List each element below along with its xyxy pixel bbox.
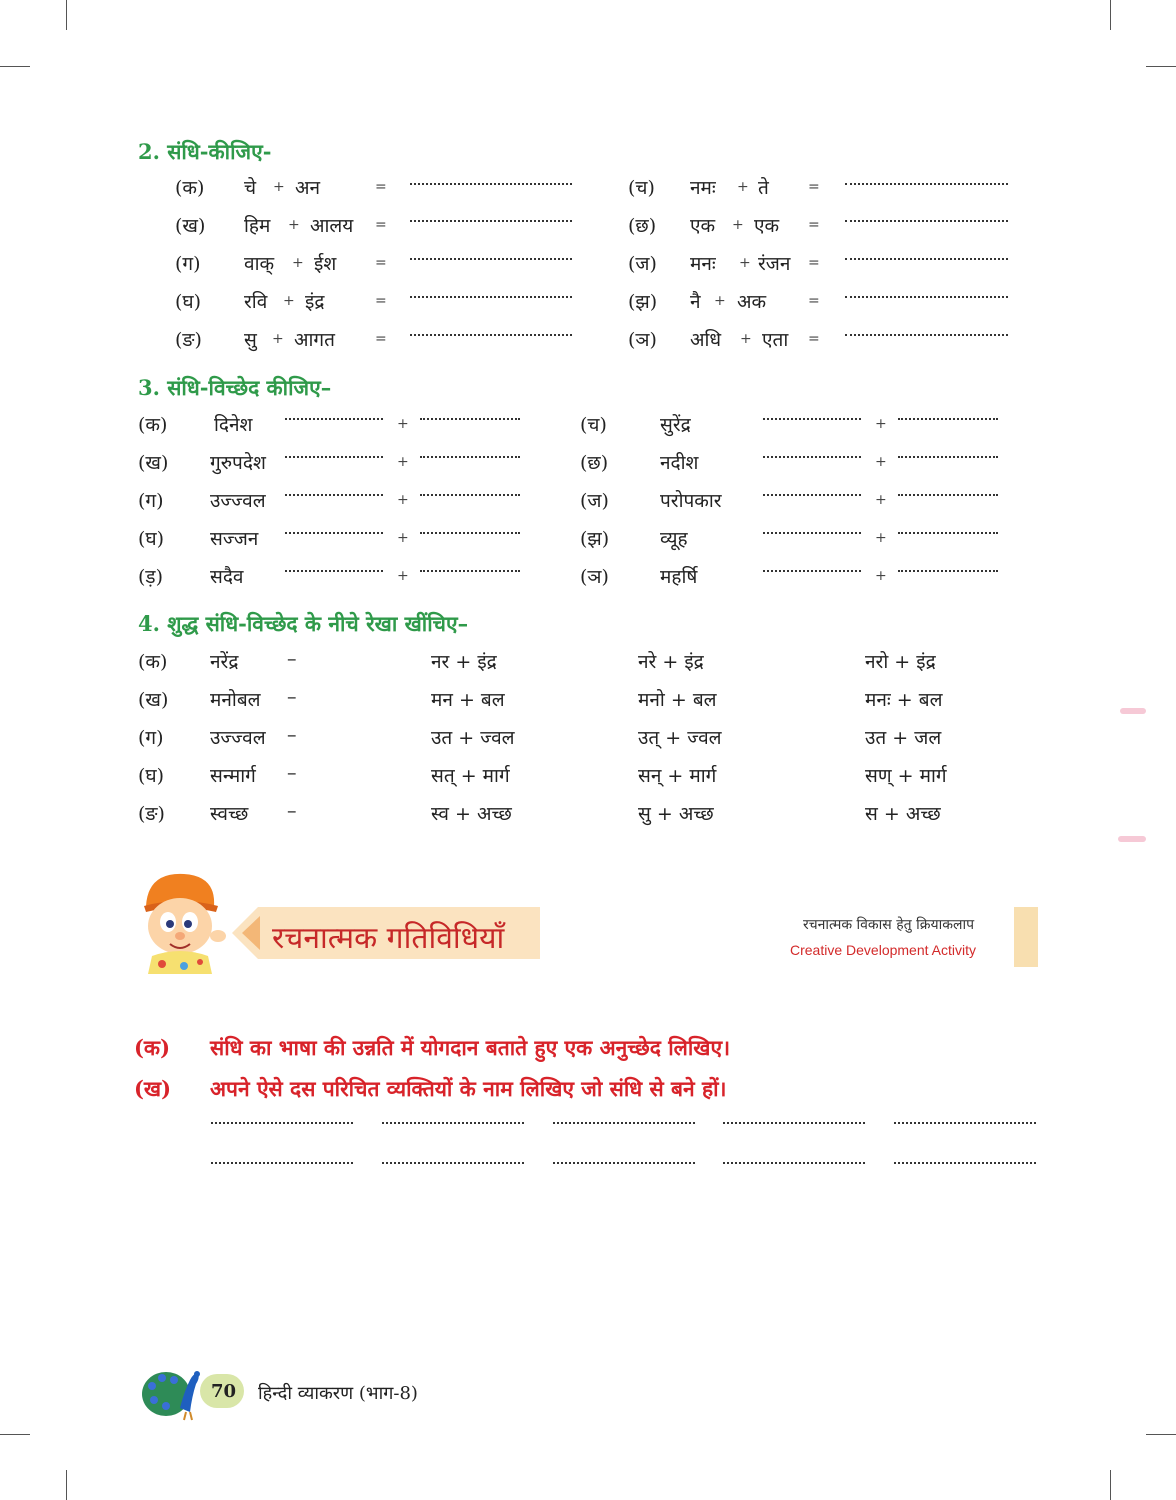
option[interactable]: मनः + बल bbox=[865, 689, 943, 711]
option[interactable]: स्व + अच्छ bbox=[431, 803, 512, 825]
plus-sign: + bbox=[875, 530, 887, 546]
plus-sign: + bbox=[875, 416, 887, 432]
crop-mark bbox=[1146, 1434, 1176, 1435]
answer-blank[interactable] bbox=[723, 1122, 865, 1124]
word: दिनेश bbox=[214, 414, 253, 436]
plus-sign: + bbox=[397, 454, 409, 470]
exercise-label: (घ) bbox=[138, 528, 165, 550]
equals-sign: = bbox=[375, 293, 387, 309]
term-a: चे bbox=[244, 177, 257, 199]
question-text: अपने ऐसे दस परिचित व्यक्तियों के नाम लिखिए जो संधि से बने हों। bbox=[210, 1076, 727, 1101]
plus-sign: + bbox=[875, 492, 887, 508]
plus-sign: + bbox=[292, 255, 304, 271]
answer-blank[interactable] bbox=[553, 1162, 695, 1164]
answer-blank[interactable] bbox=[420, 570, 520, 572]
answer-blank[interactable] bbox=[845, 258, 1008, 260]
activity-banner bbox=[232, 907, 540, 959]
crop-mark bbox=[1110, 0, 1111, 30]
dash: – bbox=[287, 800, 297, 822]
word: सन्मार्ग bbox=[210, 765, 256, 787]
plus-sign: + bbox=[397, 416, 409, 432]
crop-mark bbox=[66, 1470, 67, 1500]
answer-blank[interactable] bbox=[894, 1122, 1036, 1124]
exercise-label: (ख) bbox=[138, 452, 169, 474]
answer-blank[interactable] bbox=[285, 456, 383, 458]
word: उज्ज्वल bbox=[210, 727, 266, 749]
option[interactable]: सन् + मार्ग bbox=[638, 765, 717, 787]
exercise-label: (ज) bbox=[628, 253, 657, 275]
exercise-label: (झ) bbox=[580, 528, 610, 550]
question-text: संधि का भाषा की उन्नति में योगदान बताते हुए एक अनुच्छेद लिखिए। bbox=[210, 1035, 731, 1060]
boy-mascot-icon bbox=[132, 866, 228, 974]
term-b: अक bbox=[737, 291, 767, 313]
term-b: एता bbox=[762, 329, 789, 351]
term-b: रंजन bbox=[758, 253, 791, 275]
equals-sign: = bbox=[375, 179, 387, 195]
answer-blank[interactable] bbox=[285, 494, 383, 496]
equals-sign: = bbox=[808, 255, 820, 271]
word: गुरुपदेश bbox=[210, 452, 266, 474]
equals-sign: = bbox=[375, 217, 387, 233]
answer-blank[interactable] bbox=[845, 220, 1008, 222]
answer-blank[interactable] bbox=[420, 532, 520, 534]
word: नरेंद्र bbox=[210, 651, 239, 673]
option[interactable]: मनो + बल bbox=[638, 689, 717, 711]
section-2-heading: 2. संधि-कीजिए- bbox=[138, 139, 272, 164]
answer-blank[interactable] bbox=[410, 334, 572, 336]
activity-subtitle-english: Creative Development Activity bbox=[790, 942, 976, 958]
book-title: हिन्दी व्याकरण (भाग-8) bbox=[258, 1383, 418, 1404]
answer-blank[interactable] bbox=[382, 1122, 524, 1124]
term-b: आगत bbox=[294, 329, 335, 351]
exercise-label: (छ) bbox=[580, 452, 609, 474]
exercise-label: (ग) bbox=[138, 727, 164, 749]
term-b: एक bbox=[754, 215, 780, 237]
question-label: (क) bbox=[134, 1035, 170, 1060]
activity-banner-title: रचनात्मक गतिविधियाँ bbox=[272, 921, 505, 956]
exercise-label: (ञ) bbox=[580, 566, 609, 588]
equals-sign: = bbox=[375, 331, 387, 347]
answer-blank[interactable] bbox=[285, 532, 383, 534]
answer-blank[interactable] bbox=[845, 296, 1008, 298]
answer-blank[interactable] bbox=[410, 296, 572, 298]
answer-blank[interactable] bbox=[845, 183, 1008, 185]
option[interactable]: सण् + मार्ग bbox=[865, 765, 947, 787]
word: नदीश bbox=[660, 452, 699, 474]
crop-mark bbox=[1146, 66, 1176, 67]
answer-blank[interactable] bbox=[382, 1162, 524, 1164]
answer-blank[interactable] bbox=[894, 1162, 1036, 1164]
plus-sign: + bbox=[875, 568, 887, 584]
page-number: 70 bbox=[211, 1381, 237, 1402]
answer-blank[interactable] bbox=[420, 456, 520, 458]
exercise-label: (क) bbox=[138, 651, 168, 673]
answer-blank[interactable] bbox=[763, 456, 861, 458]
plus-sign: + bbox=[737, 179, 749, 195]
exercise-label: (घ) bbox=[175, 291, 202, 313]
word: स्वच्छ bbox=[210, 803, 249, 825]
exercise-label: (ञ) bbox=[628, 329, 657, 351]
answer-blank[interactable] bbox=[763, 570, 861, 572]
option[interactable]: सु + अच्छ bbox=[638, 803, 714, 825]
term-a: एक bbox=[690, 215, 716, 237]
subtitle-accent-bar bbox=[1014, 907, 1038, 967]
exercise-label: (च) bbox=[580, 414, 607, 436]
exercise-label: (ङ) bbox=[138, 803, 165, 825]
word: सुरेंद्र bbox=[660, 414, 691, 436]
answer-blank[interactable] bbox=[420, 494, 520, 496]
word: उज्ज्वल bbox=[210, 490, 266, 512]
equals-sign: = bbox=[808, 179, 820, 195]
dash: – bbox=[287, 724, 297, 746]
option[interactable]: सत् + मार्ग bbox=[431, 765, 510, 787]
exercise-label: (ग) bbox=[175, 253, 201, 275]
dash: – bbox=[287, 648, 297, 670]
exercise-label: (छ) bbox=[628, 215, 657, 237]
option[interactable]: नर + इंद्र bbox=[431, 651, 497, 673]
activity-subtitle-hindi: रचनात्मक विकास हेतु क्रियाकलाप bbox=[803, 917, 975, 933]
crop-mark bbox=[0, 66, 30, 67]
plus-sign: + bbox=[740, 331, 752, 347]
dash: – bbox=[287, 762, 297, 784]
section-4-heading: 4. शुद्ध संधि-विच्छेद के नीचे रेखा खींचिए– bbox=[138, 611, 469, 636]
exercise-label: (क) bbox=[138, 414, 168, 436]
section-3-heading: 3. संधि-विच्छेद कीजिए– bbox=[138, 375, 332, 400]
exercise-label: (ज) bbox=[580, 490, 609, 512]
word: सज्जन bbox=[210, 528, 259, 550]
term-a: रवि bbox=[244, 291, 268, 313]
term-b: अन bbox=[295, 177, 321, 199]
option[interactable]: मन + बल bbox=[431, 689, 505, 711]
crop-mark bbox=[1110, 1470, 1111, 1500]
crop-mark bbox=[0, 1434, 30, 1435]
plus-sign: + bbox=[288, 217, 300, 233]
option[interactable]: स + अच्छ bbox=[865, 803, 941, 825]
plus-sign: + bbox=[273, 179, 285, 195]
term-a: वाक् bbox=[244, 253, 275, 275]
crop-mark bbox=[66, 0, 67, 30]
exercise-label: (झ) bbox=[628, 291, 658, 313]
word: महर्षि bbox=[660, 566, 698, 588]
equals-sign: = bbox=[808, 293, 820, 309]
term-a: सु bbox=[244, 329, 257, 351]
option[interactable]: उत् + ज्वल bbox=[638, 727, 722, 749]
answer-blank[interactable] bbox=[285, 570, 383, 572]
option[interactable]: उत + जल bbox=[865, 727, 942, 749]
answer-blank[interactable] bbox=[763, 532, 861, 534]
plus-sign: + bbox=[397, 492, 409, 508]
question-label: (ख) bbox=[134, 1076, 172, 1101]
answer-blank[interactable] bbox=[845, 334, 1008, 336]
term-a: अधि bbox=[690, 329, 722, 351]
plus-sign: + bbox=[397, 568, 409, 584]
answer-blank[interactable] bbox=[763, 418, 861, 420]
answer-blank[interactable] bbox=[410, 220, 572, 222]
plus-sign: + bbox=[272, 331, 284, 347]
equals-sign: = bbox=[808, 217, 820, 233]
term-b: इंद्र bbox=[305, 291, 325, 313]
margin-mark bbox=[1118, 836, 1146, 842]
word: परोपकार bbox=[660, 490, 722, 512]
exercise-label: (ड़) bbox=[138, 566, 163, 588]
term-a: मनः bbox=[690, 253, 716, 275]
word: मनोबल bbox=[210, 689, 261, 711]
answer-blank[interactable] bbox=[723, 1162, 865, 1164]
exercise-label: (ग) bbox=[138, 490, 164, 512]
plus-sign: + bbox=[739, 255, 751, 271]
answer-blank[interactable] bbox=[898, 456, 998, 458]
word: व्यूह bbox=[660, 528, 688, 550]
answer-blank[interactable] bbox=[410, 258, 572, 260]
equals-sign: = bbox=[808, 331, 820, 347]
exercise-label: (ख) bbox=[138, 689, 169, 711]
exercise-label: (च) bbox=[628, 177, 655, 199]
term-b: ते bbox=[758, 177, 769, 199]
plus-sign: + bbox=[875, 454, 887, 470]
term-b: ईश bbox=[314, 253, 337, 275]
answer-blank[interactable] bbox=[898, 494, 998, 496]
answer-blank[interactable] bbox=[763, 494, 861, 496]
exercise-label: (ख) bbox=[175, 215, 206, 237]
margin-mark bbox=[1120, 708, 1146, 714]
option[interactable]: नरो + इंद्र bbox=[865, 651, 936, 673]
term-a: हिम bbox=[244, 215, 271, 237]
exercise-label: (ङ) bbox=[175, 329, 202, 351]
plus-sign: + bbox=[283, 293, 295, 309]
dash: – bbox=[287, 686, 297, 708]
term-a: नै bbox=[690, 291, 701, 313]
answer-blank[interactable] bbox=[211, 1162, 353, 1164]
option[interactable]: नरे + इंद्र bbox=[638, 651, 704, 673]
peacock-icon bbox=[140, 1362, 208, 1422]
answer-blank[interactable] bbox=[898, 570, 998, 572]
plus-sign: + bbox=[397, 530, 409, 546]
exercise-label: (घ) bbox=[138, 765, 165, 787]
answer-blank[interactable] bbox=[420, 418, 520, 420]
term-a: नमः bbox=[690, 177, 716, 199]
word: सदैव bbox=[210, 566, 244, 588]
answer-blank[interactable] bbox=[553, 1122, 695, 1124]
term-b: आलय bbox=[310, 215, 354, 237]
answer-blank[interactable] bbox=[898, 532, 998, 534]
option[interactable]: उत + ज्वल bbox=[431, 727, 515, 749]
equals-sign: = bbox=[375, 255, 387, 271]
answer-blank[interactable] bbox=[211, 1122, 353, 1124]
exercise-label: (क) bbox=[175, 177, 205, 199]
plus-sign: + bbox=[714, 293, 726, 309]
plus-sign: + bbox=[732, 217, 744, 233]
answer-blank[interactable] bbox=[285, 418, 383, 420]
answer-blank[interactable] bbox=[898, 418, 998, 420]
answer-blank[interactable] bbox=[410, 183, 572, 185]
